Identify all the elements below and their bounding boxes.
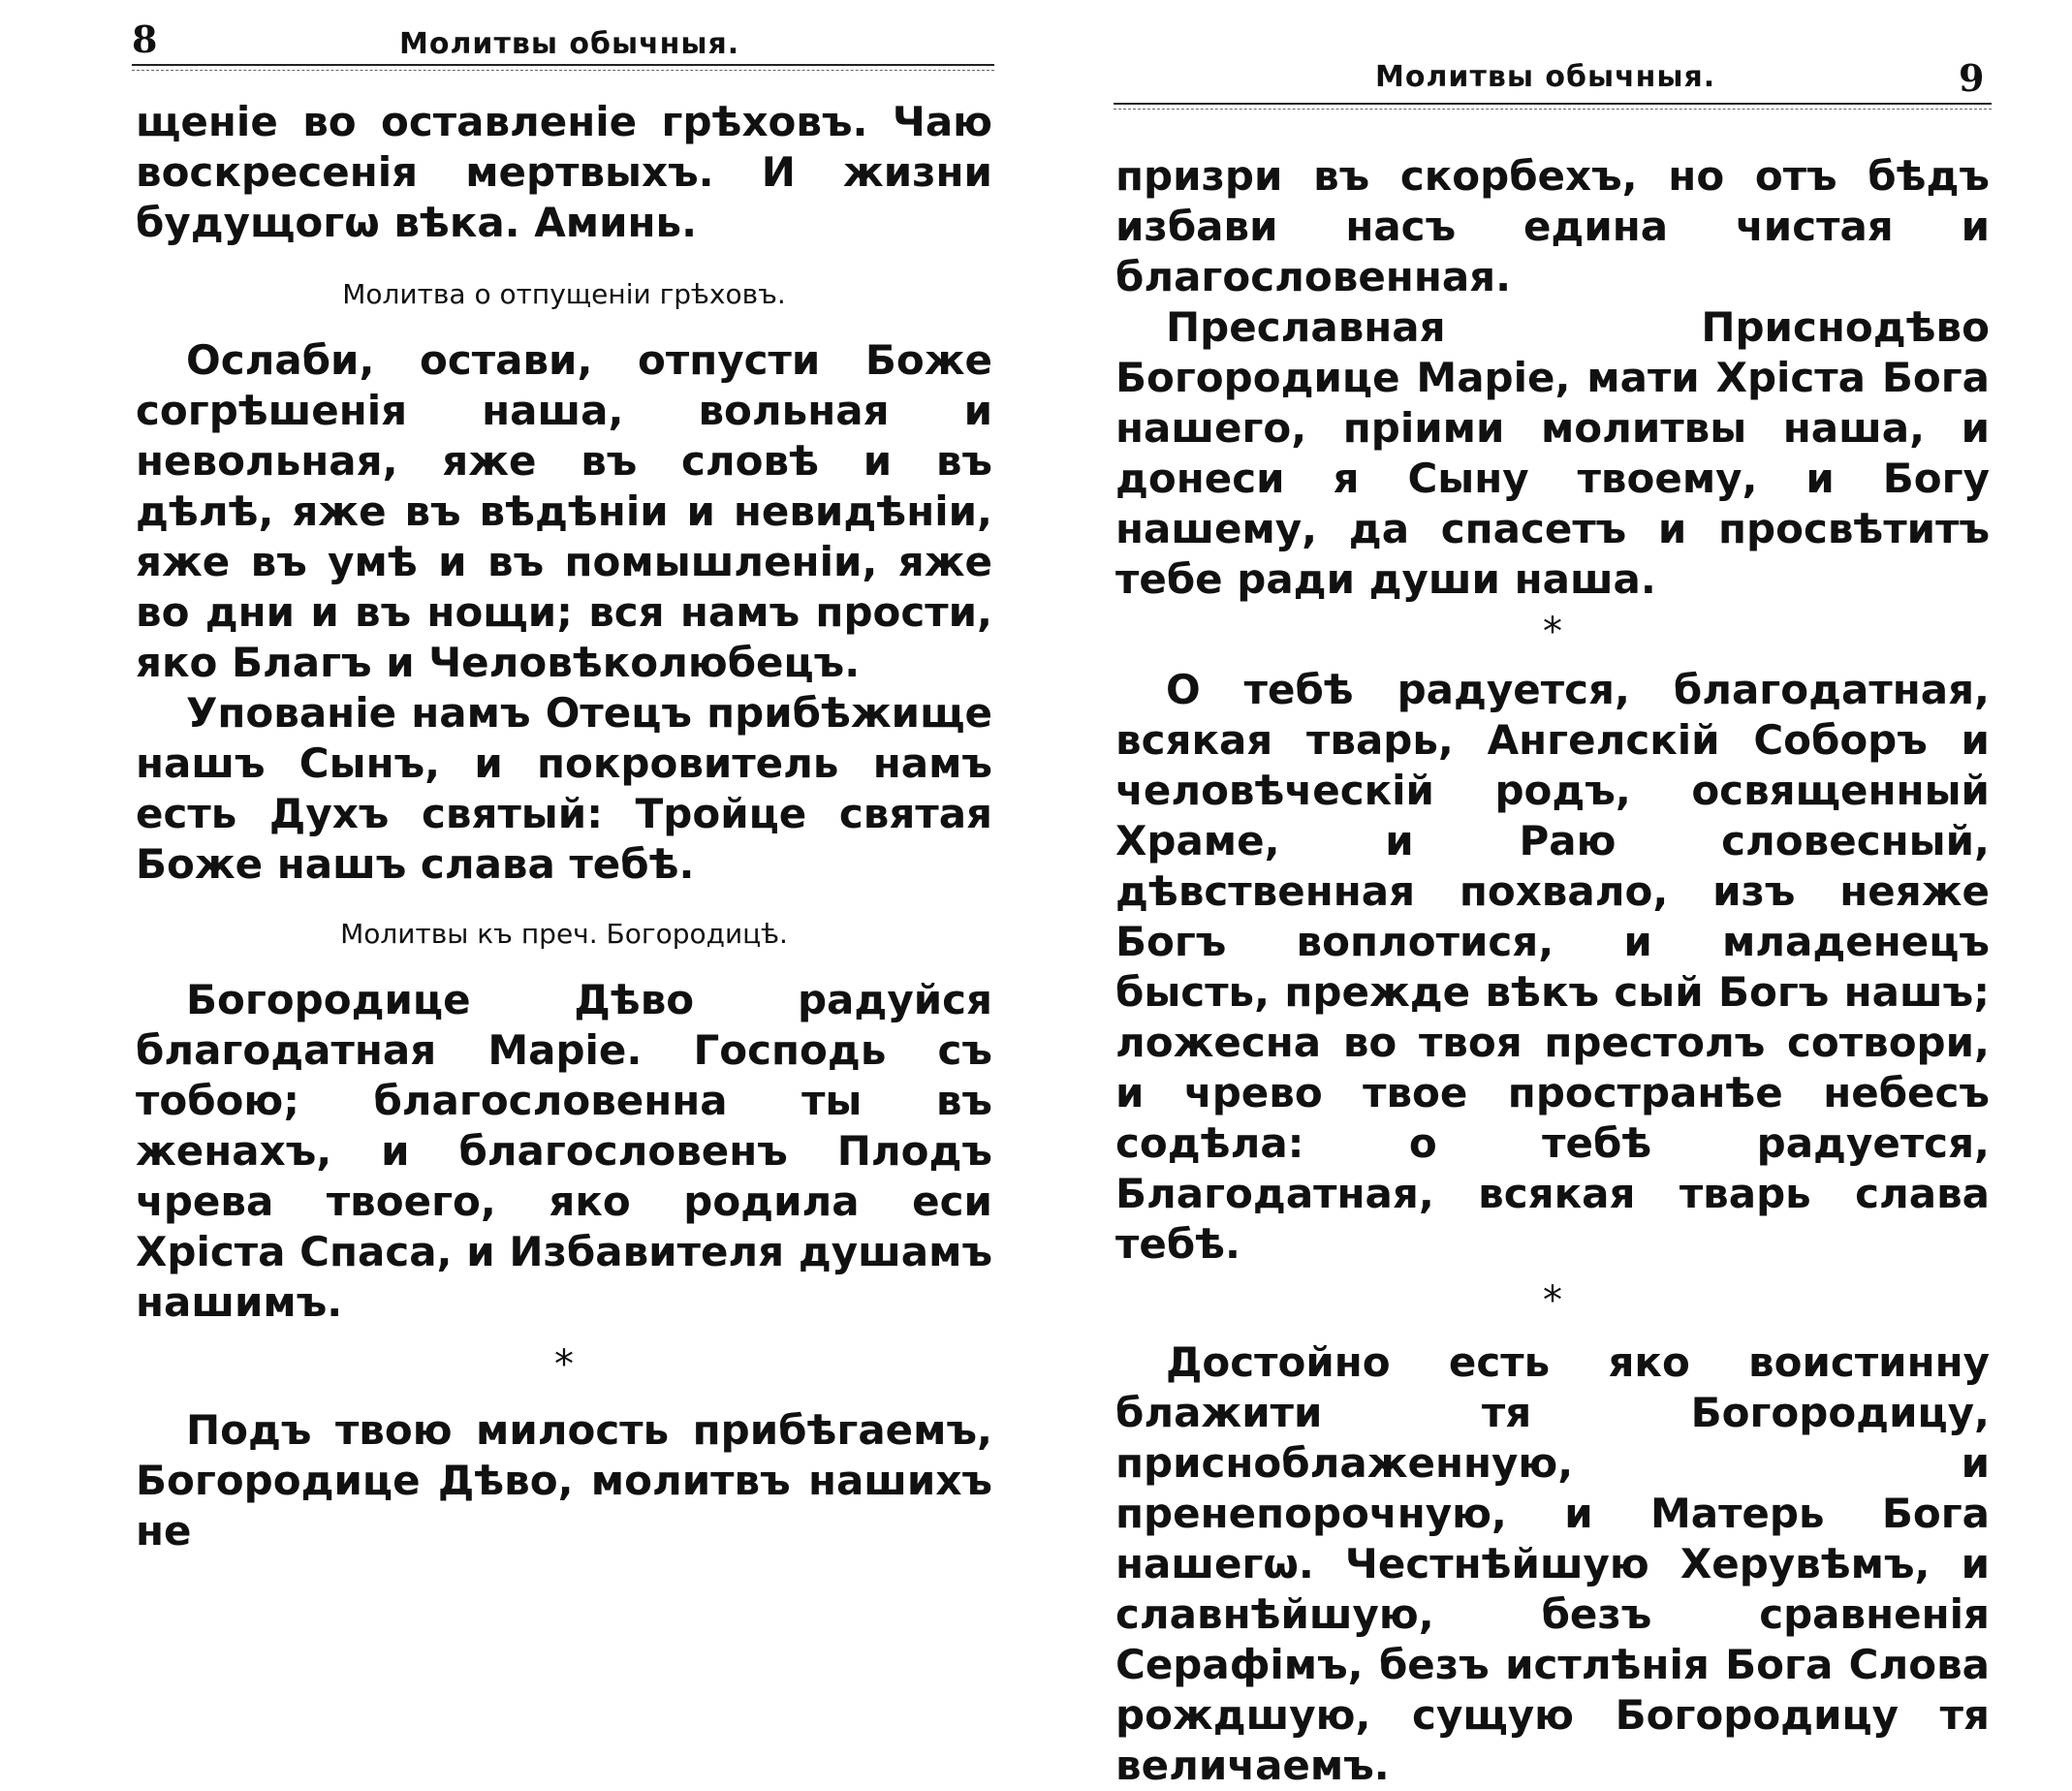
right-page <box>1036 0 2072 1789</box>
right-body <box>1115 151 1990 1791</box>
prayer-paragraph: Богородице Дѣво радуйся благодатная Маріе. Господь съ тобою; благословенна ты въ женахъ, и благословенъ Плодъ чрева твоего, яко родила еси Хріста Спаса, и Избавителя душамъ нашимъ. <box>136 976 992 1326</box>
section-title: Молитва о отпущеніи грѣховъ. <box>342 278 786 310</box>
asterisk-separator: * <box>1543 1278 1562 1323</box>
prayer-paragraph: О тебѣ радуется, благодатная, всякая тварь, Ангелскій Соборъ и человѣческій родъ, освященный Храме, и Раю словесный, дѣвственная похвало, изъ неяже Богъ воплотися, и младенецъ бысть, прежде вѣкъ сый Богъ нашъ; ложесна во твоя престолъ сотвори, и чрево твое пространѣе небесъ содѣла: о тебѣ радуется, Благодатная, всякая тварь слава тебѣ. <box>1115 666 1990 1268</box>
left-page <box>0 0 1036 1555</box>
header-rule-dashed <box>132 70 994 71</box>
asterisk-separator: * <box>1543 610 1562 654</box>
prayer-paragraph: Подъ твою милость прибѣгаемъ, Богородице Дѣво, молитвъ нашихъ не <box>136 1406 992 1555</box>
prayer-paragraph: Ослаби, остави, отпусти Боже согрѣшенія наша, вольная и невольная, яже въ словѣ и въ дѣлѣ, яже въ вѣдѣніи и невидѣніи, яже въ умѣ и въ помышленіи, яже во дни и въ нощи; вся намъ прости, яко Благъ и Человѣколюбецъ. <box>136 336 992 686</box>
page-number: 8 <box>132 17 158 61</box>
intro-text: призри въ скорбехъ, но отъ бѣдъ избави насъ едина чистая и благословенная. <box>1115 152 1990 300</box>
intro-text: щеніе во оставленіе грѣховъ. Чаю воскресенія мертвыхъ. И жизни будущогω вѣка. Аминь. <box>136 98 992 246</box>
asterisk-separator: * <box>554 1342 574 1387</box>
left-body <box>136 97 992 1556</box>
header-rule <box>1114 103 1992 105</box>
running-title: Молитвы обычныя. <box>399 27 740 61</box>
page-number: 9 <box>1959 56 1985 100</box>
prayer-paragraph: Преславная Приснодѣво Богородице Маріе, мати Хріста Бога нашего, пріими молитвы наша, и донеси я Сыну твоему, и Богу нашему, да спасетъ и просвѣтитъ тебе ради души наша. <box>1115 303 1990 603</box>
section-title: Молитвы къ преч. Богородицѣ. <box>340 918 788 950</box>
header-rule <box>132 64 994 66</box>
header-rule-dashed <box>1114 109 1992 110</box>
prayer-paragraph: Упованіе намъ Отецъ прибѣжище нашъ Сынъ, и покровитель намъ есть Духъ святый: Тройце святая Боже нашъ слава тебѣ. <box>136 689 992 888</box>
prayer-paragraph: Достойно есть яко воистинну блажити тя Богородицу, присноблаженную, и пренепорочную, и Матерь Бога нашегω. Честнѣйшую Херувѣмъ, и славнѣйшую, безъ сравненія Серафімъ, безъ истлѣнія Бога Слова рождшую, сущую Богородицу тя величаемъ. <box>1115 1338 1990 1789</box>
running-title: Молитвы обычныя. <box>1375 60 1716 94</box>
